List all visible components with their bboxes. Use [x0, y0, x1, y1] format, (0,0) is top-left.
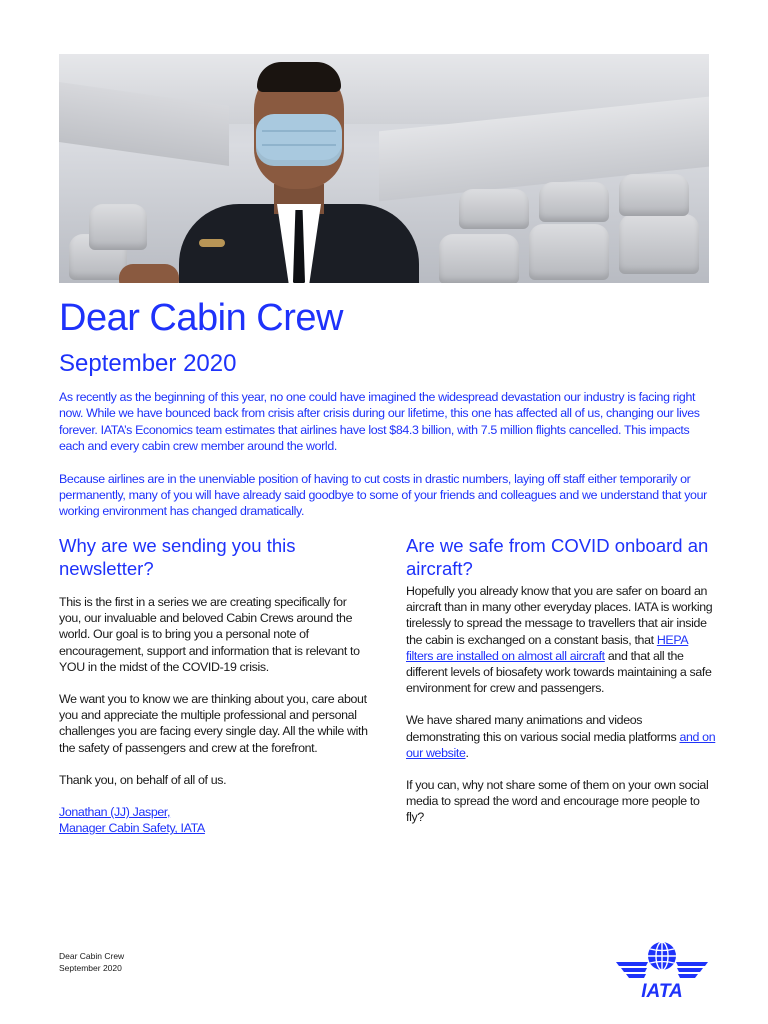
body-paragraph: Thank you, on behalf of all of us. — [59, 772, 227, 787]
text-run: Hopefully you already know that you are safer on board an aircraft than in many other everyday places. IATA is working tirelessly to spread the message to travellers that air inside the cabin is exchanged on a constant basis, that — [406, 584, 713, 647]
crew-member-hand — [119, 264, 179, 283]
face-mask — [256, 114, 342, 166]
section-heading-why-newsletter: Why are we sending you this newsletter? — [59, 535, 296, 579]
text-run: and that all the different levels of biosafety work towards maintaining a safe environment for crew and passengers. — [406, 648, 712, 696]
footer-line: Dear Cabin Crew — [59, 951, 125, 961]
logo-wordmark: IATA — [641, 981, 683, 1000]
left-column — [59, 534, 369, 852]
seat — [619, 174, 689, 216]
body-paragraph: We want you to know we are thinking about you, care about you and appreciate the multiple professional and personal challenges you are facing every single day. All the while with the safety of passengers and crew at the forefront. — [59, 692, 368, 755]
iata-logo — [616, 940, 708, 1000]
text-run: We have shared many animations and videos demonstrating this on various social media platforms — [406, 713, 680, 744]
website-link[interactable]: and on our website — [406, 729, 716, 760]
text-run: . — [465, 745, 469, 760]
seat — [539, 182, 609, 222]
intro-paragraph: As recently as the beginning of this year, no one could have imagined the widespread devastation our industry is facing right now. While we have bounced back from crisis after crisis during our lifetime, this one has affected all of us, changing our lives forever. IATA’s Economics team estimates that airlines have lost $84.3 billion, with 7.5 million flights cancelled. This impacts each and every cabin crew member around the world. — [59, 390, 700, 454]
page-subtitle-date: September 2020 — [59, 350, 237, 377]
body-paragraph — [406, 712, 716, 761]
crew-member-hair — [257, 62, 341, 92]
hero-photo-cabin-crew — [59, 54, 709, 283]
intro-section — [59, 389, 715, 536]
left-column-body — [59, 594, 369, 836]
page-title: Dear Cabin Crew — [59, 297, 343, 339]
pilot-wings-badge — [199, 239, 225, 247]
body-paragraph: If you can, why not share some of them on your own social media to spread the word and encourage more people to fly? — [406, 778, 709, 825]
hepa-filters-link[interactable]: HEPA filters are installed on almost all aircraft — [406, 632, 689, 663]
signature-name-link[interactable]: Jonathan (JJ) Jasper, — [59, 805, 171, 820]
section-heading-covid-safety: Are we safe from COVID onboard an aircraft? — [406, 535, 709, 579]
seat — [89, 204, 147, 250]
seat — [619, 214, 699, 274]
right-column — [406, 534, 716, 842]
right-column-body — [406, 583, 716, 826]
footer-line: September 2020 — [59, 963, 122, 973]
body-paragraph: This is the first in a series we are creating specifically for you, our invaluable and beloved Cabin Crews around the world. Our goal is to bring you a personal note of encouragement, support and information that is relevant to YOU in the midst of the COVID-19 crisis. — [59, 595, 360, 674]
globe-icon — [648, 942, 676, 970]
seat — [439, 234, 519, 283]
signature-block — [59, 804, 369, 836]
seat — [529, 224, 609, 280]
signature-title-link[interactable]: Manager Cabin Safety, IATA — [59, 821, 205, 836]
body-paragraph — [406, 583, 716, 696]
intro-paragraph: Because airlines are in the unenviable position of having to cut costs in drastic numbers, laying off staff either temporarily or permanently, many of you will have already said goodbye to some of your friends and colleagues and we understand that your working environment has changed dramatically. — [59, 471, 707, 519]
seat — [459, 189, 529, 229]
page-footer — [59, 950, 124, 974]
